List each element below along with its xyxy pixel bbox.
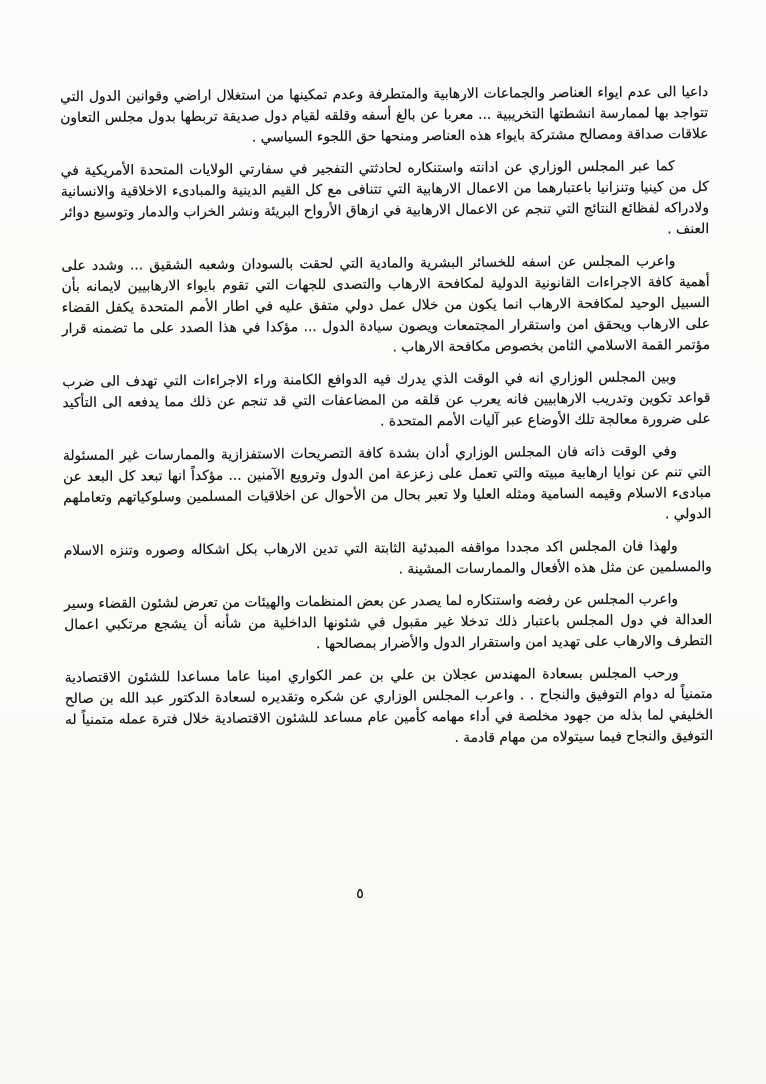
paragraph: وبين المجلس الوزاري انه في الوقت الذي يدرك فيه الدوافع الكامنة وراء الاجراءات التي تهدف الى ضرب قواعد تكوين وتدريب الارهابيين فانه يعرب عن قلقه من المضاعفات التي قد تنجم عن ذلك مما يدفعه الى التأكيد على ضرورة معالجة تلك الأوضاع عبر آليات الأمم المتحدة . — [62, 369, 711, 430]
paragraph: داعيا الى عدم ايواء العناصر والجماعات الارهابية والمتطرفة وعدم تمكينها من استغلال اراضي وقوانين الدول التي تتواجد بها لممارسة انشطتها التخريبية ... معربا عن بالغ أسفه وقلقه لقيام دول صديقة تربطها بدول مجلس التعاون علاقات صداقة ومصالح مشتركة بايواء هذه العناصر ومنحها حق اللجوء السياسي . — [60, 83, 709, 146]
paragraph: كما عبر المجلس الوزاري عن ادانته واستنكاره لحادثتي التفجير في سفارتي الولايات المتحدة الأمريكية في كل من كينيا وتنزانيا باعتبارهما من الاعمال الارهابية التي تتنافى مع كل القيم الدينية والمبادىء الاخلاقية والانسانية ولادراكه لفظائع النتائج التي تنجم عن الاعمال الارهابية في ازهاق الأرواح البريئة ونشر الخراب والدمار وتوسيع دوائر العنف . — [60, 158, 710, 238]
page-number: ٥ — [356, 886, 364, 902]
paragraph: واعرب المجلس عن اسفه للخسائر البشرية والمادية التي لحقت بالسودان وشعبه الشقيق ... وشدد على أهمية كافة الاجراءات القانونية الدولية لمكافحة الارهاب والتصدى للجهات التي تقوم بايواء الارهابيين لايمانه بأن السبيل الوحيد لمكافحة الارهاب انما يكون من خلال عمل دولي متفق عليه في اطار الأمم المتحدة يكفل القضاء على الارهاب ويحقق امن واستقرار المجتمعات ويصون سيادة الدول ... مؤكدا في هذا الصدد على ما تضمنه قرار مؤتمر القمة الاسلامي الثامن بخصوص مكافحة الارهاب . — [61, 253, 711, 356]
paragraph: ولهذا فان المجلس اكد مجددا مواقفه المبدئية الثابتة التي تدين الارهاب بكل اشكاله وصوره وتنزه الاسلام والمسلمين عن مثل هذه الأفعال والممارسات المشينة . — [63, 538, 712, 578]
paragraph: واعرب المجلس عن رفضه واستنكاره لما يصدر عن بعض المنظمات والهيئات من تعرض لشئون القضاء وسير العدالة في دول المجلس باعتبار ذلك تدخلا غير مقبول في شئونها الداخلية من شأنه أن يشجع مرتكبي اعمال التطرف والارهاب على تهديد امن واستقرار الدول والأضرار بمصالحها . — [64, 591, 713, 653]
paragraph: ورحب المجلس بسعادة المهندس عجلان بن علي بن عمر الكواري امينا عاما مساعدا للشئون الاقتصادية متمنياً له دوام التوفيق والنجاح . . واعرب المجلس الوزاري عن شكره وتقديره لسعادة الدكتور عبد الله بن صالح الخليفي لما بذله من جهود مخلصة في أداء مهامه كأمين عام مساعد للشئون الاقتصادية خلال فترة عمله متمنياً له التوفيق والنجاح فيما سيتولاه من مهام قادمة . — [64, 665, 714, 747]
paragraph: وفي الوقت ذاته فان المجلس الوزاري أدان بشدة كافة التصريحات الاستفزازية والممارسات غير المسئولة التي تنم عن نوايا ارهابية مبيته والتي تعمل على زعزعة امن الدول وترويع الآمنين ... مؤكداً انها تبعد كل البعد عن مبادىء الاسلام وقيمه السامية ومثله العليا ولا تعبر بحال من الأحوال عن اخلاقيات المسلمين وسلوكياتهم وتعاملهم الدولي . — [62, 443, 712, 523]
document-text-block — [60, 82, 713, 763]
